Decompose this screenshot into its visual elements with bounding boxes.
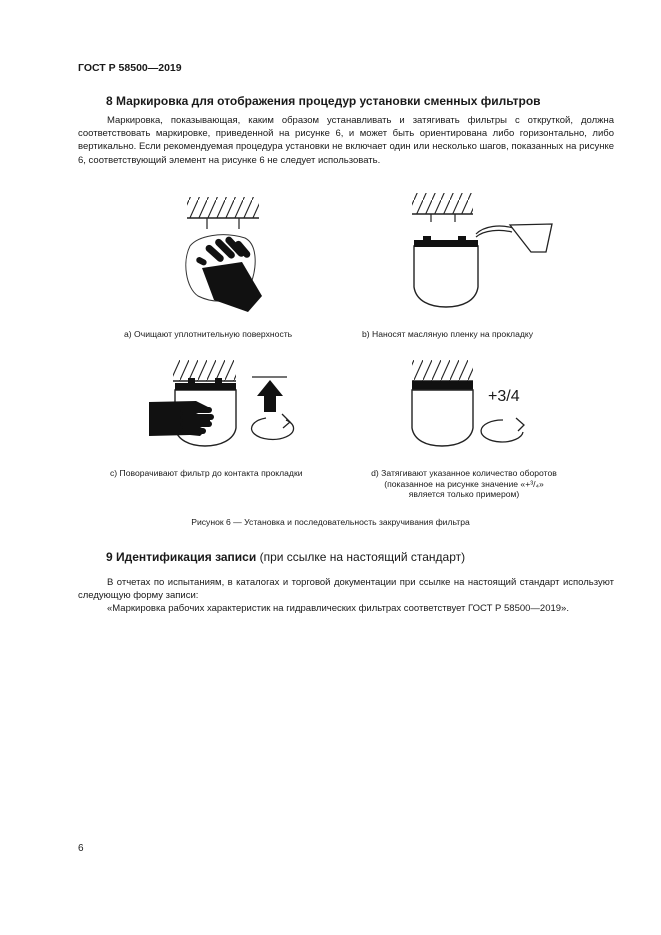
gasket: [414, 240, 478, 247]
oil-can-icon: [510, 224, 552, 252]
caption-b: b) Наносят масляную пленку на прокладку: [362, 329, 534, 339]
panel-b-oil-gasket: [412, 193, 552, 307]
document-code-header: ГОСТ Р 58500—2019: [78, 62, 182, 74]
rotate-clockwise-icon: [481, 420, 523, 442]
section-9-title-bold: 9 Идентификация записи: [106, 550, 257, 564]
section-9-text-2: «Маркировка рабочих характеристик на гидравлических фильтрах соответствует ГОСТ Р 58500—2019».: [107, 603, 569, 615]
filter-canister-icon: [412, 390, 473, 446]
section-8-title: 8 Маркировка для отображения процедур установки сменных фильтров: [106, 94, 541, 108]
mounting-base-hatch: [173, 360, 236, 381]
caption-d: [356, 468, 572, 500]
rotate-clockwise-icon: [252, 418, 294, 439]
gasket: [412, 381, 473, 390]
caption-d-line3: является только примером): [408, 489, 520, 499]
turns-value-label: +3/4: [488, 388, 520, 405]
caption-d-line2: (показанное на рисунке значение «+³/₄»: [384, 478, 544, 489]
section-9-title: [106, 550, 465, 564]
caption-c: с) Поворачивают фильтр до контакта прокладки: [110, 468, 303, 478]
caption-a: а) Очищают уплотнительную поверхность: [124, 329, 293, 339]
hand-icon: [149, 401, 214, 436]
page-number: 6: [78, 843, 84, 854]
mounting-base-hatch: [412, 193, 473, 214]
section-9-text-1: В отчетах по испытаниям, в каталогах и торговой документации при ссылке на настоящий стандарт используют следующую форму записи:: [78, 577, 614, 602]
section-9-title-normal: (при ссылке на настоящий стандарт): [256, 550, 466, 564]
panel-c-turn-to-contact: [149, 360, 294, 446]
figure-caption: Рисунок 6 — Установка и последовательность закручивания фильтра: [191, 517, 470, 527]
mounting-base-hatch: [187, 197, 259, 218]
caption-d-line1: d) Затягивают указанное количество оборотов: [371, 468, 557, 478]
section-8-text: Маркировка, показывающая, каким образом устанавливать и затягивать фильтры с откруткой, должна соответствовать маркировке, приведенной на рисунке 6, и может быть ориентирована либо горизонтально, либо вертикально. Если рекомендуемая процедура установки не включает один или несколько шагов, показанных на рисунке 6, соответствующий элемент на рисунке 6 не следует использовать.: [78, 115, 614, 166]
section-9-paragraph: [78, 576, 614, 616]
panel-d-tighten-turns: [412, 360, 524, 446]
mounting-base-hatch: [412, 360, 473, 381]
arrow-up-icon: [257, 380, 283, 412]
panel-a-clean-surface: [186, 197, 262, 312]
filter-canister-icon: [414, 246, 478, 307]
gasket: [175, 383, 236, 390]
